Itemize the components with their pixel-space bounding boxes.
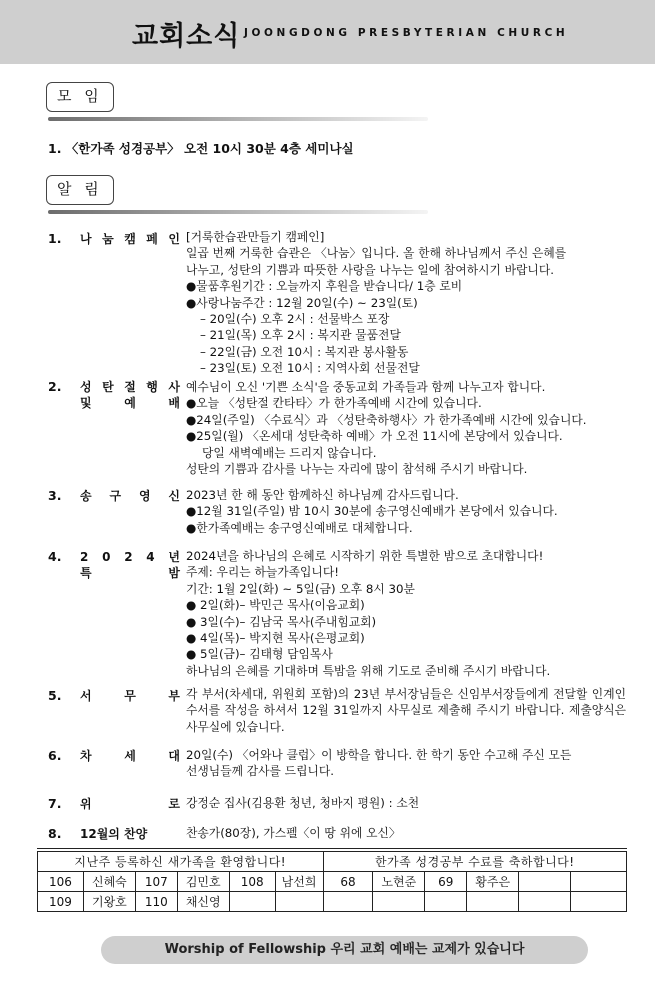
notice-body xyxy=(186,379,626,477)
notice-label-text xyxy=(80,379,180,395)
table-cell: 신혜숙 xyxy=(83,872,135,892)
notice-label xyxy=(80,688,180,704)
section-divider xyxy=(48,117,428,121)
notice-label xyxy=(80,826,180,842)
notice-label-text xyxy=(80,688,180,704)
label-char: 밤 xyxy=(168,566,180,580)
notice-line: 나누고, 성탄의 기쁨과 따뜻한 사랑을 나누는 일에 참여하시기 바랍니다. xyxy=(186,262,554,277)
notice-number: 6. xyxy=(48,748,62,763)
table-cell: 황주은 xyxy=(467,872,519,892)
label-char: 2 xyxy=(124,550,133,564)
notice-body xyxy=(186,686,626,735)
table-cell: 김민호 xyxy=(177,872,229,892)
notice-label-text xyxy=(80,549,180,565)
notice-line: – 22일(금) 오전 10시 : 복지관 봉사활동 xyxy=(200,344,409,359)
label-char: 배 xyxy=(168,396,180,410)
notice-label-text: 12월의 찬양 xyxy=(80,827,148,841)
table-cell: 69 xyxy=(425,872,467,892)
notice-line: 주제: 우리는 하늘가족입니다! xyxy=(186,565,339,580)
label-char: 서 xyxy=(80,689,92,703)
notice-label-text xyxy=(80,565,180,581)
label-char: 차 xyxy=(80,749,92,763)
table-cell: 채신영 xyxy=(177,892,229,912)
notice-label xyxy=(80,488,180,504)
table-row xyxy=(38,852,627,872)
notice-line: ●사랑나눔주간 : 12월 20일(수) ~ 23일(토) xyxy=(186,295,418,310)
label-char: 신 xyxy=(168,489,180,503)
label-char: 부 xyxy=(168,689,180,703)
notice-line: ●물품후원기간 : 오늘까지 후원을 받습니다/ 1층 로비 xyxy=(186,279,463,294)
label-char: 사 xyxy=(168,380,180,394)
table-row xyxy=(38,892,627,912)
notice-number: 5. xyxy=(48,688,62,703)
label-char: 페 xyxy=(146,232,158,246)
notice-label-text xyxy=(80,796,180,812)
notice-number: 8. xyxy=(48,826,62,841)
notice-line: 하나님의 은혜를 기대하며 특밤을 위해 기도로 준비해 주시기 바랍니다. xyxy=(186,663,551,678)
table-cell: 109 xyxy=(38,892,84,912)
notice-line: 강정순 집사(김용환 청년, 청바지 평원) : 소천 xyxy=(186,796,420,810)
table-cell: 106 xyxy=(38,872,84,892)
meeting-item: 1. 〈한가족 성경공부〉 오전 10시 30분 4층 세미나실 xyxy=(48,141,354,156)
notice-body xyxy=(186,795,626,811)
notice-line: – 20일(수) 오후 2시 : 선물박스 포장 xyxy=(200,312,390,327)
notice-body xyxy=(186,825,626,841)
table-cell xyxy=(229,892,275,912)
label-char: 탄 xyxy=(102,380,114,394)
notice-line: ● 4일(목)– 박지현 목사(은평교회) xyxy=(186,631,365,646)
label-char: 세 xyxy=(124,749,136,763)
table-cell xyxy=(373,892,425,912)
label-char: 캠 xyxy=(124,232,136,246)
notice-body xyxy=(186,487,626,536)
label-char: 나 xyxy=(80,232,92,246)
label-char: 무 xyxy=(124,689,136,703)
label-char: 로 xyxy=(168,797,180,811)
label-char: 대 xyxy=(168,749,180,763)
label-char: 0 xyxy=(102,550,111,564)
table-cell: 노현준 xyxy=(373,872,425,892)
notice-line: 2024년을 하나님의 은혜로 시작하기 위한 특별한 밤으로 초대합니다! xyxy=(186,549,544,563)
label-char: 눔 xyxy=(102,232,114,246)
table-cell: 68 xyxy=(323,872,373,892)
notice-label xyxy=(80,796,180,812)
notice-line: 찬송가(80장), 가스펠〈이 땅 위에 오신〉 xyxy=(186,826,401,840)
table-cell xyxy=(425,892,467,912)
notice-line: 당일 새벽예배는 드리지 않습니다. xyxy=(202,445,377,460)
page-header xyxy=(0,0,655,64)
section-meeting-title: 모 임 xyxy=(46,82,114,112)
notice-line: ● 2일(화)– 박민근 목사(이음교회) xyxy=(186,598,365,613)
table-cell: 기왕호 xyxy=(83,892,135,912)
notice-line: – 21일(목) 오후 2시 : 복지관 물품전달 xyxy=(200,328,401,343)
label-char: 인 xyxy=(168,232,180,246)
notice-number: 1. xyxy=(48,231,62,246)
notice-line: 선생님들께 감사를 드립니다. xyxy=(186,764,334,779)
notice-label-text xyxy=(80,231,180,247)
label-char: 영 xyxy=(138,489,151,503)
notice-label-text xyxy=(80,748,180,764)
label-char: 및 xyxy=(80,396,92,410)
section-divider xyxy=(48,210,428,214)
graduation-header: 한가족 성경공부 수료를 축하합니다! xyxy=(323,852,626,872)
table-cell xyxy=(467,892,519,912)
table-cell xyxy=(571,892,627,912)
notice-line: 기간: 1월 2일(화) ~ 5일(금) 오후 8시 30분 xyxy=(186,581,415,596)
table-row xyxy=(38,872,627,892)
table-cell xyxy=(519,892,571,912)
table-cell: 108 xyxy=(229,872,275,892)
notice-line: ● 5일(금)– 김태형 담임목사 xyxy=(186,647,333,662)
new-family-header: 지난주 등록하신 새가족을 환영합니다! xyxy=(38,852,324,872)
notice-body xyxy=(186,229,626,377)
notice-line: [거룩한습관만들기 캠페인] xyxy=(186,230,325,244)
notice-line: 2023년 한 해 동안 함께하신 하나님께 감사드립니다. xyxy=(186,488,459,502)
notice-line: ●12월 31일(주일) 밤 10시 30분에 송구영신예배가 본당에서 있습니다. xyxy=(186,504,558,519)
notice-line: – 23일(토) 오전 10시 : 지역사회 선물전달 xyxy=(200,361,420,376)
label-char: 성 xyxy=(80,380,92,394)
notice-paragraph: 각 부서(차세대, 위원회 포함)의 23년 부서장님들은 신임부서장들에게 전달할 인계인수서를 작성을 하셔서 12월 31일까지 사무실로 제출해 주시기 바랍니다. 제출양식은 사무실에 있습니다. xyxy=(186,687,626,734)
notice-number: 4. xyxy=(48,549,62,564)
table-cell xyxy=(323,892,373,912)
table-cell: 110 xyxy=(135,892,177,912)
table-cell: 남선희 xyxy=(275,872,323,892)
label-char: 예 xyxy=(124,396,136,410)
section-notice-title: 알 림 xyxy=(46,175,114,205)
label-char: 특 xyxy=(80,566,92,580)
notice-line: ●한가족예배는 송구영신예배로 대체합니다. xyxy=(186,520,413,535)
notice-number: 7. xyxy=(48,796,62,811)
notice-line: 20일(수) 〈어와나 클럽〉이 방학을 합니다. 한 학기 동안 수고해 주신 모든 xyxy=(186,748,572,762)
label-char: 2 xyxy=(80,550,89,564)
notice-line: ●오늘 〈성탄절 칸타타〉가 한가족예배 시간에 있습니다. xyxy=(186,396,482,411)
notice-number: 2. xyxy=(48,379,62,394)
notice-label xyxy=(80,231,180,247)
table-cell xyxy=(571,872,627,892)
label-char: 송 xyxy=(80,489,92,503)
notice-body xyxy=(186,747,626,780)
table-cell xyxy=(519,872,571,892)
notice-line: ●24일(주일) 〈수료식〉과 〈성탄축하행사〉가 한가족예배 시간에 있습니다. xyxy=(186,412,587,427)
label-char: 구 xyxy=(109,489,122,503)
notice-label-text xyxy=(80,488,180,504)
label-char: 절 xyxy=(124,380,136,394)
page-title: 교회소식 xyxy=(132,21,241,52)
notice-line: ●25일(월) 〈온세대 성탄축하 예배〉가 오전 11시에 본당에서 있습니다. xyxy=(186,429,563,444)
church-name: JOONGDONG PRESBYTERIAN CHURCH xyxy=(244,27,569,39)
notice-label xyxy=(80,379,180,411)
label-char: 4 xyxy=(146,550,155,564)
notice-label xyxy=(80,549,180,581)
label-char: 위 xyxy=(80,797,92,811)
label-char: 년 xyxy=(168,550,180,564)
footer-banner: Worship of Fellowship 우리 교회 예배는 교제가 있습니다 xyxy=(101,936,588,964)
notice-label xyxy=(80,748,180,764)
notice-line: 성탄의 기쁨과 감사를 나누는 자리에 많이 참석해 주시기 바랍니다. xyxy=(186,462,528,477)
table-cell xyxy=(275,892,323,912)
notice-body xyxy=(186,548,626,679)
table-top-rule xyxy=(37,848,627,849)
notice-label-text xyxy=(80,395,180,411)
welcome-table xyxy=(37,851,627,912)
notice-line: ● 3일(수)– 김남국 목사(주내힘교회) xyxy=(186,614,377,629)
notice-line: 일곱 번째 거룩한 습관은 〈나눔〉입니다. 올 한해 하나님께서 주신 은혜를 xyxy=(186,246,567,261)
notice-line: 예수님이 오신 '기쁜 소식'을 중동교회 가족들과 함께 나누고자 합니다. xyxy=(186,380,546,394)
notice-number: 3. xyxy=(48,488,62,503)
table-cell: 107 xyxy=(135,872,177,892)
label-char: 행 xyxy=(146,380,158,394)
